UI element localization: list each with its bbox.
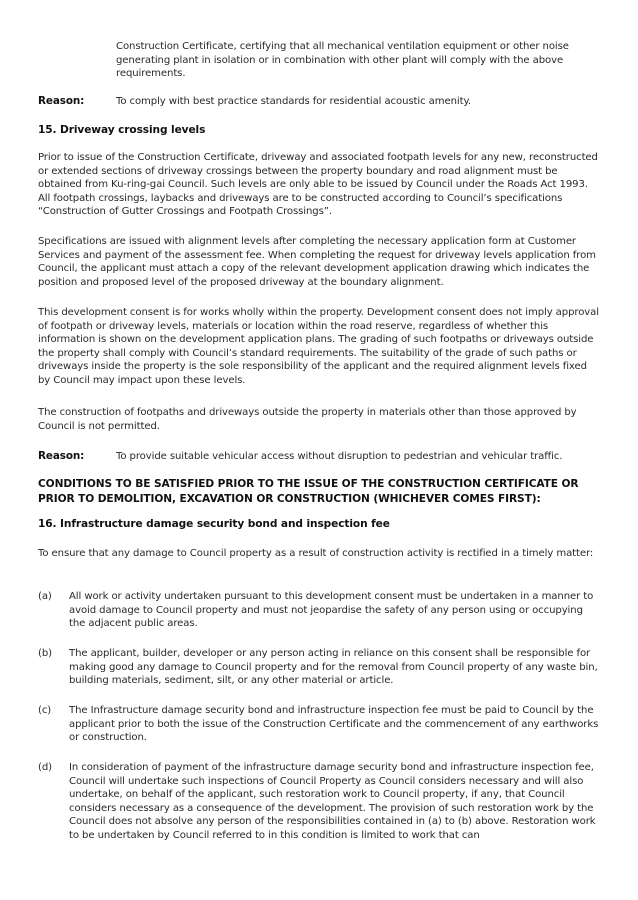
item-label: (c) xyxy=(38,705,52,716)
section-15-heading: 15. Driveway crossing levels xyxy=(38,124,206,136)
continuation-paragraph: Construction Certificate, certifying that all mechanical ventilation equipment or other noise generating plant in isolation or in combination with other plant will comply with the above requirements. xyxy=(116,41,569,80)
item-text: The applicant, builder, developer or any person acting in reliance on this consent shall be responsible for making good any damage to Council property and for the removal from Council property of any waste bin, building materials, sediment, silt, or any other material or article. xyxy=(69,648,598,687)
item-label: (a) xyxy=(38,591,52,602)
s15-paragraph: This development consent is for works wholly within the property. Development consent does not imply approval of footpath or driveway levels, materials or location within the road reserve, regardless of whether this information is shown on the development application plans. The grading of such footpaths or driveways outside the property shall comply with Council’s standard requirements. The suitability of the grade of such paths or driveways inside the property is the sole responsibility of the applicant and the required alignment levels fixed by Council may impact upon these levels. xyxy=(38,307,599,386)
reason-label: Reason: xyxy=(38,450,85,462)
s15-paragraph: Prior to issue of the Construction Certificate, driveway and associated footpath levels for any new, reconstructed or extended sections of driveway crossings between the property boundary and road alignment must be obtained from Ku-ring-gai Council. Such levels are only able to be issued by Council under the Roads Act 1993. All footpath crossings, laybacks and driveways are to be constructed according to Council’s specifications “Construction of Gutter Crossings and Footpath Crossings”. xyxy=(38,152,598,218)
section-16-heading: 16. Infrastructure damage security bond and inspection fee xyxy=(38,518,390,530)
s15-paragraph: Specifications are issued with alignment levels after completing the necessary application form at Customer Services and payment of the assessment fee. When completing the request for driveway levels application from Council, the applicant must attach a copy of the relevant development application drawing which indicates the position and proposed level of the proposed driveway at the boundary alignment. xyxy=(38,236,596,288)
item-label: (d) xyxy=(38,762,52,773)
item-text: All work or activity undertaken pursuant to this development consent must be undertaken in a manner to avoid damage to Council property and must not jeopardise the safety of any person using or occupying the adjacent public areas. xyxy=(69,591,594,630)
s16-intro: To ensure that any damage to Council property as a result of construction activity is rectified in a timely matter: xyxy=(38,548,594,559)
reason-text: To provide suitable vehicular access without disruption to pedestrian and vehicular traffic. xyxy=(116,451,563,462)
item-text: In consideration of payment of the infrastructure damage security bond and infrastructure inspection fee, Council will undertake such inspections of Council Property as Council considers necessary and will also undertake, on behalf of the applicant, such restoration work to Council property, if any, that Council considers necessary as a consequence of the development. The provision of such restoration work by the Council does not absolve any person of the responsibilities contained in (a) to (b) above. Restoration work to be undertaken by Council referred to in this condition is limited to work that can xyxy=(69,762,596,841)
item-text: The Infrastructure damage security bond and infrastructure inspection fee must be paid to Council by the applicant prior to both the issue of the Construction Certificate and the commencement of any earthworks or construction. xyxy=(69,705,599,744)
reason-text: To comply with best practice standards for residential acoustic amenity. xyxy=(116,96,471,107)
reason-label: Reason: xyxy=(38,95,85,107)
conditions-heading: CONDITIONS TO BE SATISFIED PRIOR TO THE ISSUE OF THE CONSTRUCTION CERTIFICATE OR PRIOR TO DEMOLITION, EXCAVATION OR CONSTRUCTION (WHICHEVER COMES FIRST): xyxy=(38,478,579,505)
item-label: (b) xyxy=(38,648,52,659)
s15-paragraph: The construction of footpaths and driveways outside the property in materials other than those approved by Council is not permitted. xyxy=(38,407,577,432)
